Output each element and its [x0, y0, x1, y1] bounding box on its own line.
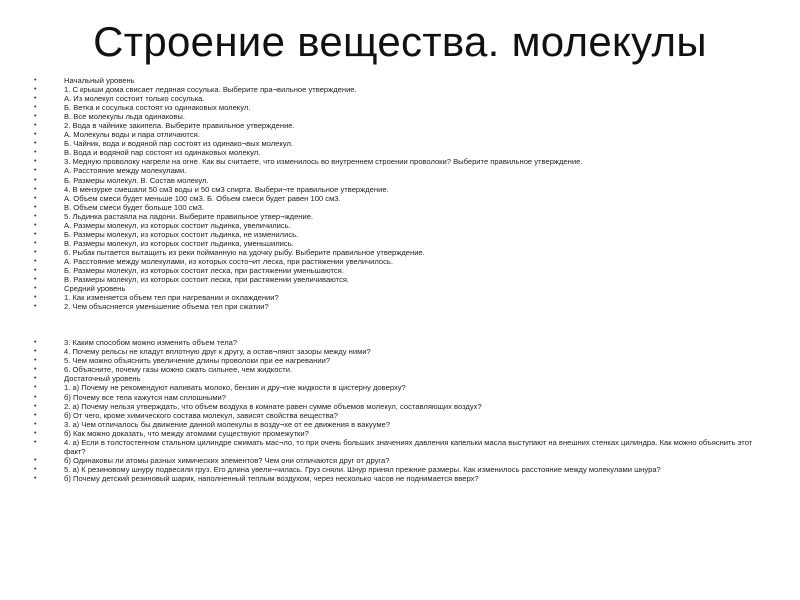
list-item: • б) Почему детский резиновый шарик, наполненный теплым воздухом, через несколько часов не поднимается вверх? [34, 474, 769, 483]
list-item: • A. Расстояние между молекулами. [34, 166, 769, 175]
list-item: • B. Все молекулы льда одинаковы. [34, 112, 769, 121]
list-item: • A. Размеры молекул, из которых состоит льдинка, увеличились. [34, 221, 769, 230]
list-item: • 3. Медную проволоку нагрели на огне. Как вы считаете, что изменилось во внутреннем строении проволоки? Выберите правильное утверждение. [34, 157, 769, 166]
list-item: • 4. Почему рельсы не кладут вплотную друг к другу, а остав¬ляют зазоры между ними? [34, 347, 769, 356]
list-item: • B. Объем смеси будет больше 100 см3. [34, 203, 769, 212]
list-item: • 5. Льдинка растаяла на ладони. Выберите правильное утвер¬ждение. [34, 212, 769, 221]
list-item: • б) От чего, кроме химического состава молекул, зависят свойства вещества? [34, 411, 769, 420]
list-item: • A. Молекулы воды и пара отличаются. [34, 130, 769, 139]
list-item: • A. Объем смеси будет меньше 100 см3. Б. Объем смеси будет равен 100 см3. [34, 194, 769, 203]
list-item: • B. Размеры молекул, из которых состоит леска, при растяжении увеличиваются. [34, 275, 769, 284]
list-item: • 2. а) Почему нельзя утверждать, что объем воздуха в комнате равен сумме объемов молекул, составляющих воздух? [34, 402, 769, 411]
list-item: • 3. Каким способом можно изменить объем тела? [34, 338, 769, 347]
list-item: • Б. Размеры молекул. В. Состав молекул. [34, 176, 769, 185]
list-item: • Начальный уровень [34, 76, 769, 85]
list-item: • B. Вода и водяной пар состоят из одинаковых молекул. [34, 148, 769, 157]
list-item: • 5. Чем можно объяснить увеличение длины проволоки при ее нагревании? [34, 356, 769, 365]
list-item: • 6. Объясните, почему газы можно сжать сильнее, чем жидкости. [34, 365, 769, 374]
content-list [34, 76, 769, 483]
list-item: • Б. Размеры молекул, из которых состоит льдинка, не изменились. [34, 230, 769, 239]
list-item: • 5. а) К резиновому шнуру подвесили груз. Его длина увели¬чилась. Груз сняли. Шнур принял прежние размеры. Как изменилось расстояние между молекулами шнура? [34, 465, 769, 474]
list-item: • 4. В мензурке смешали 50 см3 воды и 50 см3 спирта. Выбери¬те правильное утверждение. [34, 185, 769, 194]
list-item: • 1. а) Почему не рекомендуют наливать молоко, бензин и дру¬гие жидкости в цистерну доверху? [34, 383, 769, 392]
slide-title: Строение вещества. молекулы [93, 18, 707, 65]
list-item: • б) Одинаковы ли атомы разных химических элементов? Чем они отличаются друг от друга? [34, 456, 769, 465]
list-item: • 1. Как изменяется объем тел при нагревании и охлаждении? [34, 293, 769, 302]
list-item: • 2. Вода в чайнике закипела. Выберите правильное утверждение. [34, 121, 769, 130]
list-item: • A. Расстояние между молекулами, из которых состо¬ит леска, при растяжении увеличилось. [34, 257, 769, 266]
list-item: • Средний уровень [34, 284, 769, 293]
list-item: • 6. Рыбак пытается вытащить из реки пойманную на удочку рыбу. Выберите правильное утверждение. [34, 248, 769, 257]
list-item: • б) Как можно доказать, что между атомами существуют промежутки? [34, 429, 769, 438]
list-item: • Достаточный уровень [34, 374, 769, 383]
list-item: • A. Из молекул состоит только сосулька. [34, 94, 769, 103]
list-item: • 2. Чем объясняется уменьшение объема тел при сжатии? [34, 302, 769, 311]
list-item: • Б. Ветка и сосулька состоят из одинаковых молекул. [34, 103, 769, 112]
list-item: • б) Почему все тела кажутся нам сплошными? [34, 393, 769, 402]
list-item: • Б. Размеры молекул, из которых состоит леска, при растяжении уменьшаются. [34, 266, 769, 275]
list-item: • 3. а) Чем отличалось бы движение данной молекулы в возду¬хе от ее движения в вакууме? [34, 420, 769, 429]
list-item: • 4. а) Если в толстостенном стальном цилиндре сжимать мас¬ло, то при очень больших значениях давления капельки масла выступают на внешних стенках цилиндра. Как можно объяснить этот факт? [34, 438, 769, 456]
list-item: • B. Размеры молекул, из которых состоит льдинка, уменьшились. [34, 239, 769, 248]
list-item: • Б. Чайник, вода и водяной пар состоят из одинако¬вых молекул. [34, 139, 769, 148]
list-item: • 1. С крыши дома свисает ледяная сосулька. Выберите пра¬вильное утверждение. [34, 85, 769, 94]
list-item-empty [34, 311, 769, 338]
